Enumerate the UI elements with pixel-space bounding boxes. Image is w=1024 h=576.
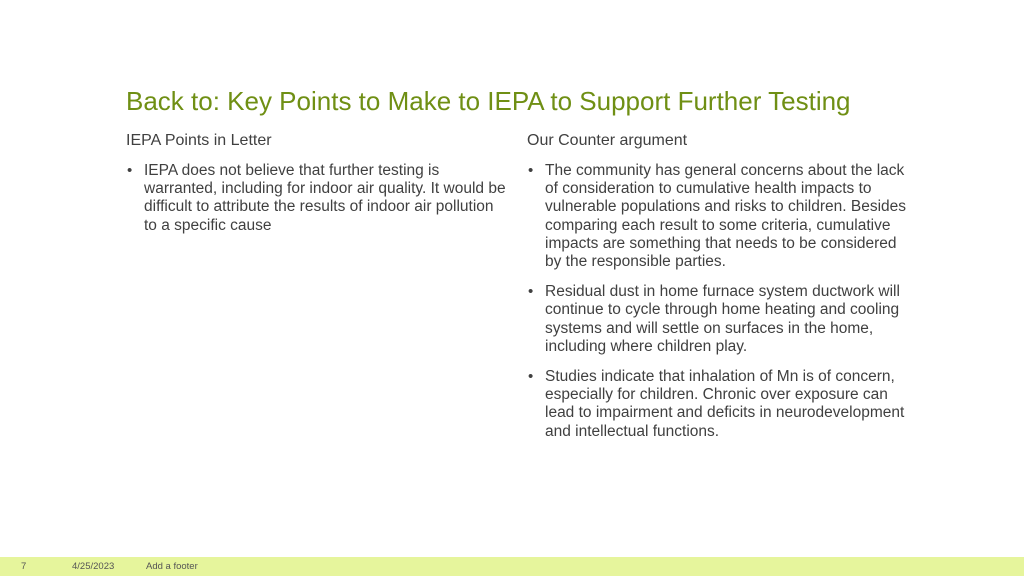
bullet-dot-icon: • — [528, 283, 534, 301]
bullet-dot-icon: • — [528, 162, 534, 179]
left-bullet-list — [126, 162, 506, 235]
footer-date: 4/25/2023 — [72, 561, 115, 572]
bullet-text: IEPA does not believe that further testing is warranted, including for indoor air quality. It would be difficult to attribute the results of indoor air pollution to a specific cause — [144, 162, 506, 234]
right-column-heading: Our Counter argument — [527, 132, 688, 149]
list-item — [527, 368, 907, 441]
footer-text[interactable]: Add a footer — [146, 561, 198, 572]
bullet-text: The community has general concerns about the lack of consideration to cumulative health impacts to vulnerable populations and risks to children. Besides comparing each result to some criteria, cumulative impacts are something that needs to be considered by the responsible parties. — [545, 162, 907, 271]
footer-bar — [0, 557, 1024, 576]
right-bullet-list — [527, 162, 907, 441]
list-item — [527, 162, 907, 271]
bullet-text: Studies indicate that inhalation of Mn is of concern, especially for children. Chronic over exposure can lead to impairment and deficits in neurodevelopment and intellectual functions. — [545, 368, 905, 440]
left-column-heading: IEPA Points in Letter — [126, 132, 272, 149]
list-item — [126, 162, 506, 235]
bullet-dot-icon: • — [127, 162, 133, 179]
left-column — [126, 132, 506, 247]
bullet-text: Residual dust in home furnace system ductwork will continue to cycle through home heating and cooling systems and will settle on surfaces in the home, including where children play. — [545, 283, 900, 355]
right-column — [527, 132, 907, 453]
slide-number: 7 — [21, 561, 27, 572]
slide-title: Back to: Key Points to Make to IEPA to Support Further Testing — [126, 86, 851, 116]
list-item — [527, 283, 907, 356]
bullet-dot-icon: • — [528, 368, 534, 386]
